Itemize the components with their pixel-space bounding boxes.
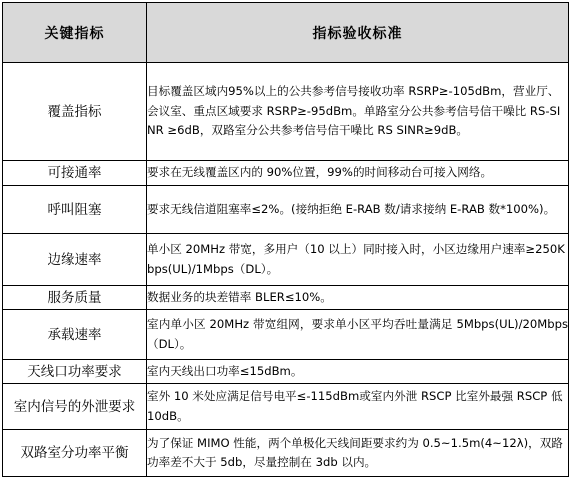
table-row [3, 186, 569, 234]
row-key-call-blocking: 呼叫阻塞 [3, 186, 147, 234]
row-standard-accessibility: 要求在无线覆盖区内的 90%位置，99%的时间移动台可接入网络。 [147, 161, 569, 186]
row-key-dual-path-power-balance: 双路室分功率平衡 [3, 430, 147, 477]
header-row [3, 3, 569, 63]
table-row [3, 161, 569, 186]
row-standard-call-blocking: 要求无线信道阻塞率≤2%。(接纳拒绝 E-RAB 数/请求接纳 E-RAB 数*100%)。 [147, 186, 569, 234]
header-key-indicator: 关键指标 [3, 3, 147, 63]
row-standard-bearer-rate: 室内单小区 20MHz 带宽组网，要求单小区平均吞吐量满足 5Mbps(UL)/20Mbps（DL）。 [147, 310, 569, 360]
table-row [3, 63, 569, 161]
table-row [3, 310, 569, 360]
table-body [3, 63, 569, 477]
table-row [3, 360, 569, 384]
row-standard-coverage: 目标覆盖区域内95%以上的公共参考信号接收功率 RSRP≥-105dBm，营业厅、会议室、重点区域要求 RSRP≥-95dBm。单路室分公共参考信号信干噪比 RS-SINR ≥6dB，双路室分公共参考信号信干噪比 RS SINR≥9dB。 [147, 63, 569, 161]
row-key-signal-leakage: 室内信号的外泄要求 [3, 384, 147, 430]
row-standard-service-quality: 数据业务的块差错率 BLER≤10%。 [147, 286, 569, 310]
table-row [3, 234, 569, 286]
table-header [3, 3, 569, 63]
row-key-service-quality: 服务质量 [3, 286, 147, 310]
table-row [3, 286, 569, 310]
header-acceptance-standard: 指标验收标准 [147, 3, 569, 63]
table-row [3, 430, 569, 477]
table-row [3, 384, 569, 430]
row-standard-dual-path-power-balance: 为了保证 MIMO 性能，两个单极化天线间距要求约为 0.5~1.5m(4~12λ)，双路功率差不大于 5db，尽量控制在 3db 以内。 [147, 430, 569, 477]
row-standard-edge-rate: 单小区 20MHz 带宽，多用户（10 以上）同时接入时，小区边缘用户速率≥250Kbps(UL)/1Mbps（DL）。 [147, 234, 569, 286]
row-key-antenna-port-power: 天线口功率要求 [3, 360, 147, 384]
row-key-edge-rate: 边缘速率 [3, 234, 147, 286]
row-key-bearer-rate: 承载速率 [3, 310, 147, 360]
row-standard-signal-leakage: 室外 10 米处应满足信号电平≤-115dBm或室内外泄 RSCP 比室外最强 RSCP 低 10dB。 [147, 384, 569, 430]
row-key-accessibility: 可接通率 [3, 161, 147, 186]
kpi-acceptance-table [2, 2, 569, 477]
row-standard-antenna-port-power: 室内天线出口功率≤15dBm。 [147, 360, 569, 384]
row-key-coverage: 覆盖指标 [3, 63, 147, 161]
